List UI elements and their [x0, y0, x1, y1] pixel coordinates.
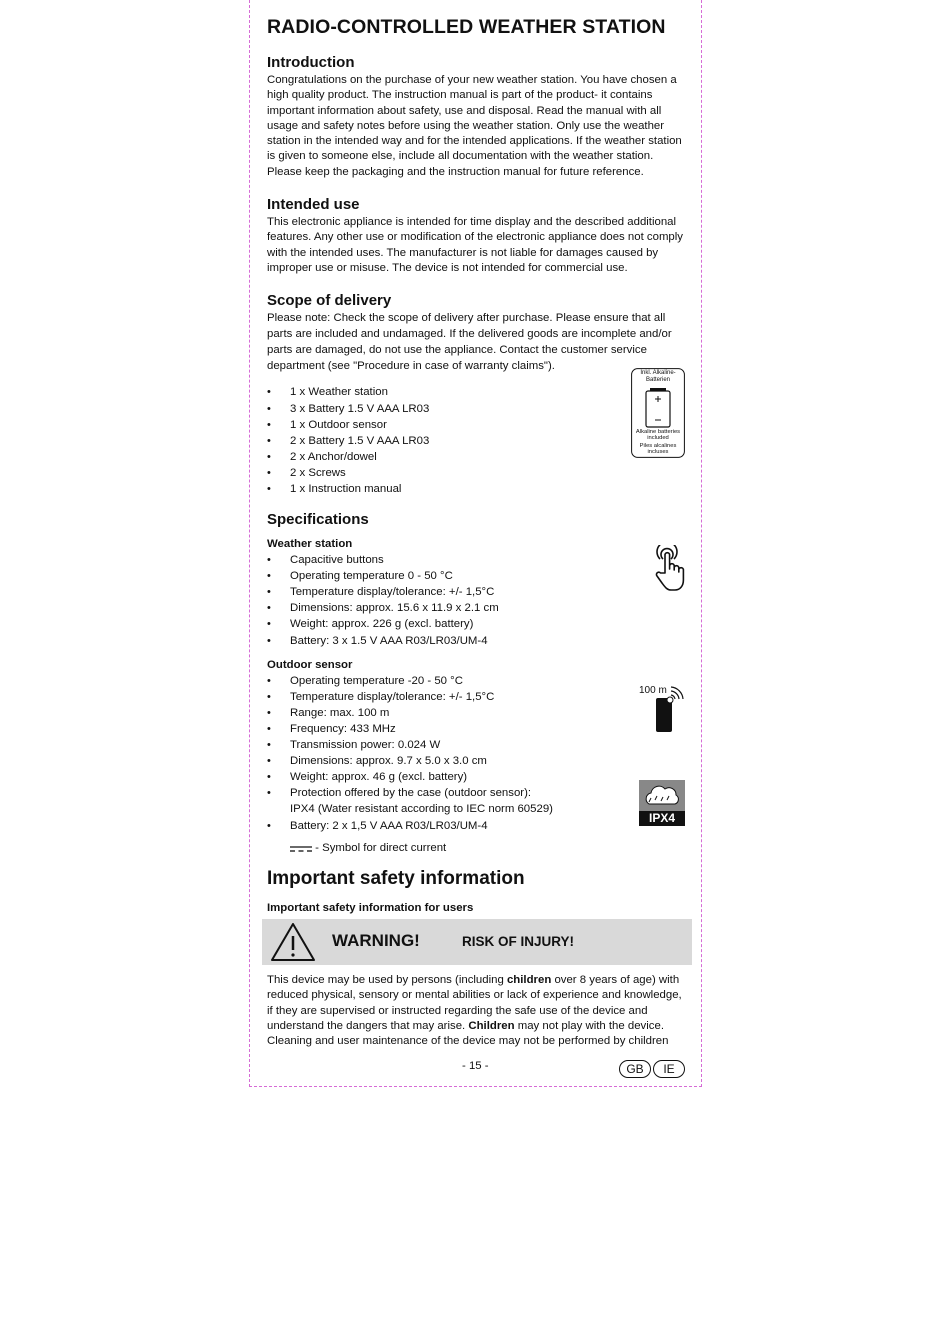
list-item: • Dimensions: approx. 15.6 x 11.9 x 2.1 cm [267, 600, 687, 616]
list-item: • 1 x Outdoor sensor [267, 417, 607, 433]
protection-line-1: Protection offered by the case (outdoor sensor): [290, 787, 532, 800]
alkaline-battery-badge [631, 368, 685, 458]
risk-of-injury-label: RISK OF INJURY! [462, 934, 575, 949]
badge-bottom-text: Piles alcalines incluses [639, 443, 677, 456]
list-item: • Battery: 2 x 1,5 V AAA R03/LR03/UM-4 [267, 818, 687, 834]
weather-station-heading: Weather station [267, 538, 353, 551]
safety-text-part: may not play with the device. Cleaning and user maintenance of the device may not be performed by children [267, 1019, 669, 1048]
page-number: - 15 - [462, 1060, 489, 1072]
list-item: • 1 x Instruction manual [267, 481, 607, 497]
badge-top-text: Inkl. Alkaline-Batterien [640, 370, 676, 383]
language-badge-gb: GB [619, 1060, 651, 1078]
list-item: • 2 x Battery 1.5 V AAA LR03 [267, 433, 607, 449]
list-item: • Capacitive buttons [267, 552, 687, 568]
warning-triangle-icon [270, 922, 316, 967]
scope-note: Please note: Check the scope of delivery after purchase. Please ensure that all parts are included and undamaged. If the delivered goods are incomplete and/or parts are damaged, do not use the appliance. Contact the customer service department (see "Procedure in case of warranty claims"). [267, 312, 672, 372]
list-item: • 1 x Weather station [267, 384, 607, 400]
range-label: 100 m [639, 685, 667, 696]
page-content [267, 16, 687, 916]
list-item: • Dimensions: approx. 9.7 x 5.0 x 3.0 cm [267, 753, 687, 769]
list-item: • Range: max. 100 m [267, 705, 687, 721]
direct-current-icon [290, 844, 312, 851]
range-icon [637, 683, 689, 737]
scope-list [267, 384, 607, 497]
list-item: • Temperature display/tolerance: +/- 1,5°C [267, 689, 687, 705]
list-item: • 2 x Anchor/dowel [267, 449, 607, 465]
intended-use-section [267, 196, 687, 276]
list-item: • Weight: approx. 46 g (excl. battery) [267, 769, 687, 785]
specifications-section [267, 511, 687, 854]
protection-line-2: IPX4 (Water resistant according to IEC norm 60529) [290, 803, 553, 816]
introduction-section [267, 54, 687, 180]
safety-emphasis: Children [468, 1019, 515, 1032]
specifications-heading: Specifications [267, 511, 369, 529]
safety-text [267, 973, 687, 1049]
list-item: • Weight: approx. 226 g (excl. battery) [267, 616, 687, 632]
list-item [267, 785, 687, 817]
ipx4-icon [639, 780, 685, 826]
direct-current-text: - Symbol for direct current [315, 841, 447, 854]
introduction-text: Congratulations on the purchase of your new weather station. You have chosen a high quality product. The instruction manual is part of the product- it contains important information about safety, use and disposal. Read the manual with all usage and safety notes before using the weather station. Only use the weather station in the intended way and for the intended applications. If the weather station is given to someone else, include all documentation with the weather station. Please keep the packaging and the instruction manual for future reference. [267, 74, 682, 178]
introduction-heading: Introduction [267, 54, 355, 71]
safety-subheading: Important safety information for users [267, 901, 474, 914]
warning-title: WARNING! [332, 931, 420, 950]
safety-text-part: This device may be used by persons (including [267, 974, 507, 986]
scope-heading: Scope of delivery [267, 292, 392, 310]
list-item: • Operating temperature 0 - 50 °C [267, 568, 687, 584]
list-item: • 3 x Battery 1.5 V AAA LR03 [267, 401, 607, 417]
ipx4-label: IPX4 [639, 811, 685, 826]
list-item: • Operating temperature -20 - 50 °C [267, 673, 687, 689]
badge-middle-text: Alkaline batteries included [635, 429, 681, 442]
intended-use-heading: Intended use [267, 196, 360, 214]
list-item: • Frequency: 433 MHz [267, 721, 687, 737]
touch-hand-icon [650, 545, 690, 593]
list-item: • Temperature display/tolerance: +/- 1,5°C [267, 584, 687, 600]
safety-emphasis: children [506, 974, 552, 986]
safety-text-part: over 8 years of age) with reduced physical, sensory or mental abilities or lack of experience and knowledge, if they are supervised or instructed regarding the safe use of the device and understand the dangers that may arise. [267, 974, 682, 1032]
outdoor-sensor-spec-list [267, 673, 687, 834]
outdoor-sensor-heading: Outdoor sensor [267, 658, 353, 671]
direct-current-note [290, 842, 687, 854]
list-item: • Transmission power: 0.024 W [267, 737, 687, 753]
safety-paragraph [267, 973, 687, 1049]
scope-section [267, 292, 687, 497]
page-title: RADIO-CONTROLLED WEATHER STATION [267, 16, 666, 38]
safety-heading: Important safety information [267, 867, 525, 889]
warning-banner [262, 919, 692, 965]
language-badge-ie: IE [653, 1060, 685, 1078]
list-item: • 2 x Screws [267, 465, 607, 481]
list-item: • Battery: 3 x 1.5 V AAA R03/LR03/UM-4 [267, 633, 687, 649]
weather-station-spec-list [267, 552, 687, 649]
manual-page [249, 0, 702, 1087]
intended-use-text: This electronic appliance is intended for time display and the described additional features. Any other use or modification of the electronic appliance does not comply with the intended uses. The manufacturer is not liable for damages caused by improper use or misuse. The device is not intended for commercial use. [267, 216, 683, 274]
